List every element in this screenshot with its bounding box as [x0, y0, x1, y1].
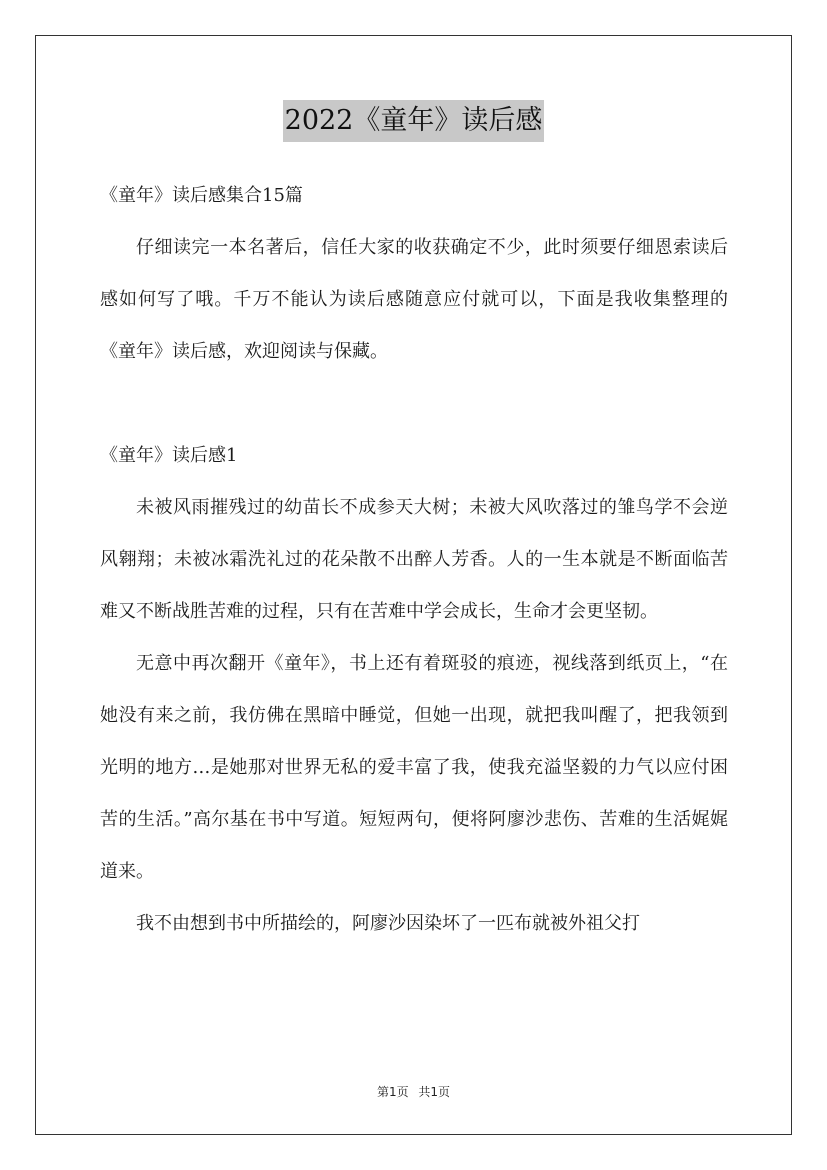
body-paragraph: 未被风雨摧残过的幼苗长不成参天大树；未被大风吹落过的雏鸟学不会逆风翱翔；未被冰霜洗礼过的花朵散不出醉人芳香。人的一生本就是不断面临苦难又不断战胜苦难的过程，只有在苦难中学会成长，生命才会更坚韧。	[100, 497, 728, 622]
title-container	[0, 100, 827, 142]
intro-paragraph: 仔细读完一本名著后，信任大家的收获确定不少，此时须要仔细恩索读后感如何写了哦。千万不能认为读后感随意应付就可以，下面是我收集整理的《童年》读后感，欢迎阅读与保藏。	[100, 237, 728, 362]
section-heading: 《童年》读后感1	[100, 445, 238, 466]
document-body	[100, 170, 728, 950]
body-paragraph: 无意中再次翻开《童年》，书上还有着斑驳的痕迹，视线落到纸页上，“在她没有来之前，我仿佛在黑暗中睡觉，但她一出现，就把我叫醒了，把我领到光明的地方…是她那对世界无私的爱丰富了我，使我充溢坚毅的力气以应付困苦的生活。”高尔基在书中写道。短短两句，便将阿廖沙悲伤、苦难的生活娓娓道来。	[100, 653, 728, 882]
page-footer	[0, 1083, 827, 1100]
page-number: 第1页	[376, 1085, 409, 1099]
page-total: 共1页	[418, 1085, 451, 1099]
spacer	[100, 378, 728, 430]
document-title: 2022《童年》读后感	[283, 100, 545, 142]
document-subtitle: 《童年》读后感集合15篇	[100, 185, 303, 206]
body-paragraph: 我不由想到书中所描绘的，阿廖沙因染坏了一匹布就被外祖父打	[136, 913, 640, 934]
